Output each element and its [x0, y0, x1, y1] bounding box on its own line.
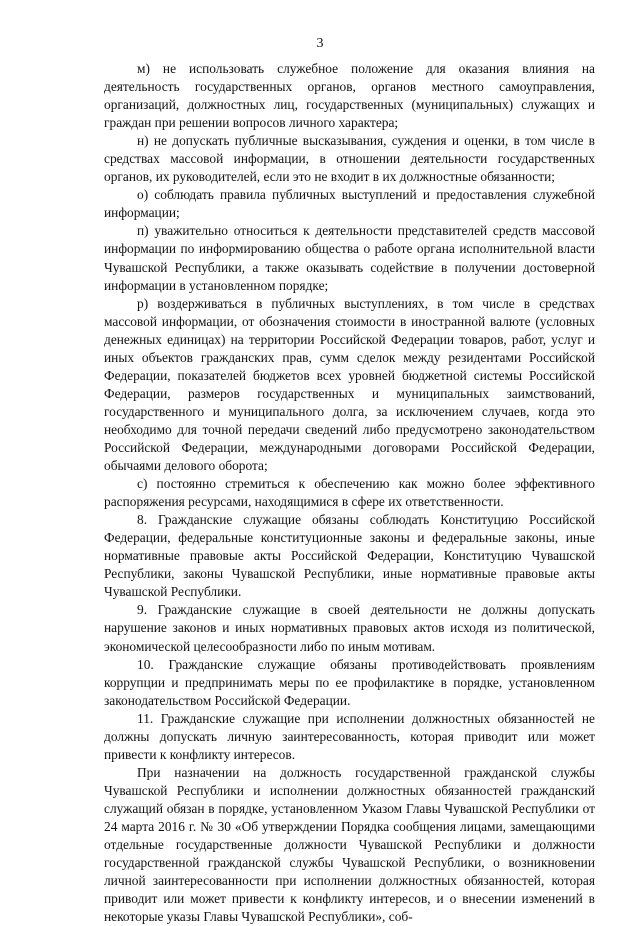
paragraph-item-m: м) не использовать служебное положение для оказания влияния на деятельность государственных органов, органов местного самоуправления, организаций, должностных лиц, государственных (муниципальных) служащих и граждан при решении вопросов личного характера; — [104, 61, 595, 131]
paragraph-item-s: с) постоянно стремиться к обеспечению как можно более эффективного распоряжения ресурсами, находящимися в сфере их ответственности. — [104, 476, 595, 510]
paragraph-item-r: р) воздерживаться в публичных выступлениях, в том числе в средствах массовой информации, от обозначения стоимости в иностранной валюте (условных денежных единицах) на территории Российской Федерации товаров, работ, услуг и иных объектов гражданских прав, сумм сделок между резидентами Российской Федерации, показателей бюджетов всех уровней бюджетной системы Российской Федерации, размеров государственных и муниципальных заимствований, государственного и муниципального долга, за исключением случаев, когда это необходимо для точной передачи сведений либо предусмотрено законодательством Российской Федерации, международными договорами Российской Федерации, обычаями делового оборота; — [104, 295, 595, 474]
paragraph-clause-8: 8. Гражданские служащие обязаны соблюдать Конституцию Российской Федерации, федеральные конституционные законы и федеральные законы, иные нормативные правовые акты Российской Федерации, Конституцию Чувашской Республики, законы Чувашской Республики, иные нормативные правовые акты Чувашской Республики. — [104, 512, 595, 600]
paragraph-clause-9: 9. Гражданские служащие в своей деятельности не должны допускать нарушение законов и иных нормативных правовых актов исходя из политической, экономической целесообразности либо по иным мотивам. — [104, 602, 595, 654]
document-body — [104, 60, 595, 926]
paragraph-item-n: н) не допускать публичные высказывания, суждения и оценки, в том числе в средствах массовой информации, в отношении деятельности государственных органов, их руководителей, если это не входит в их должностные обязанности; — [104, 133, 595, 185]
page-number: 3 — [316, 36, 324, 51]
paragraph-clause-10: 10. Гражданские служащие обязаны противодействовать проявлениям коррупции и предпринимать меры по ее профилактике в порядке, установленном законодательством Российской Федерации. — [104, 656, 595, 708]
paragraph-item-o: о) соблюдать правила публичных выступлений и предоставления служебной информации; — [104, 187, 595, 221]
paragraph-appointment: При назначении на должность государственной гражданской службы Чувашской Республики и исполнении должностных обязанностей гражданский служащий обязан в порядке, установленном Указом Главы Чувашской Республики от 24 марта 2016 г. № 30 «Об утверждении Порядка сообщения лицами, замещающими отдельные государственные должности Чувашской Республики и должности государственной гражданской службы Чувашской Республики, о возникновении личной заинтересованности при исполнении должностных обязанностей, которая приводит или может привести к конфликту интересов, и о внесении изменений в некоторые указы Главы Чувашской Республики», соб- — [104, 764, 595, 925]
paragraph-item-p: п) уважительно относиться к деятельности представителей средств массовой информации по информированию общества о работе органа исполнительной власти Чувашской Республики, а также оказывать содействие в получении достоверной информации в установленном порядке; — [104, 223, 595, 293]
paragraph-clause-11: 11. Гражданские служащие при исполнении должностных обязанностей не должны допускать личную заинтересованность, которая приводит или может привести к конфликту интересов. — [104, 710, 595, 762]
